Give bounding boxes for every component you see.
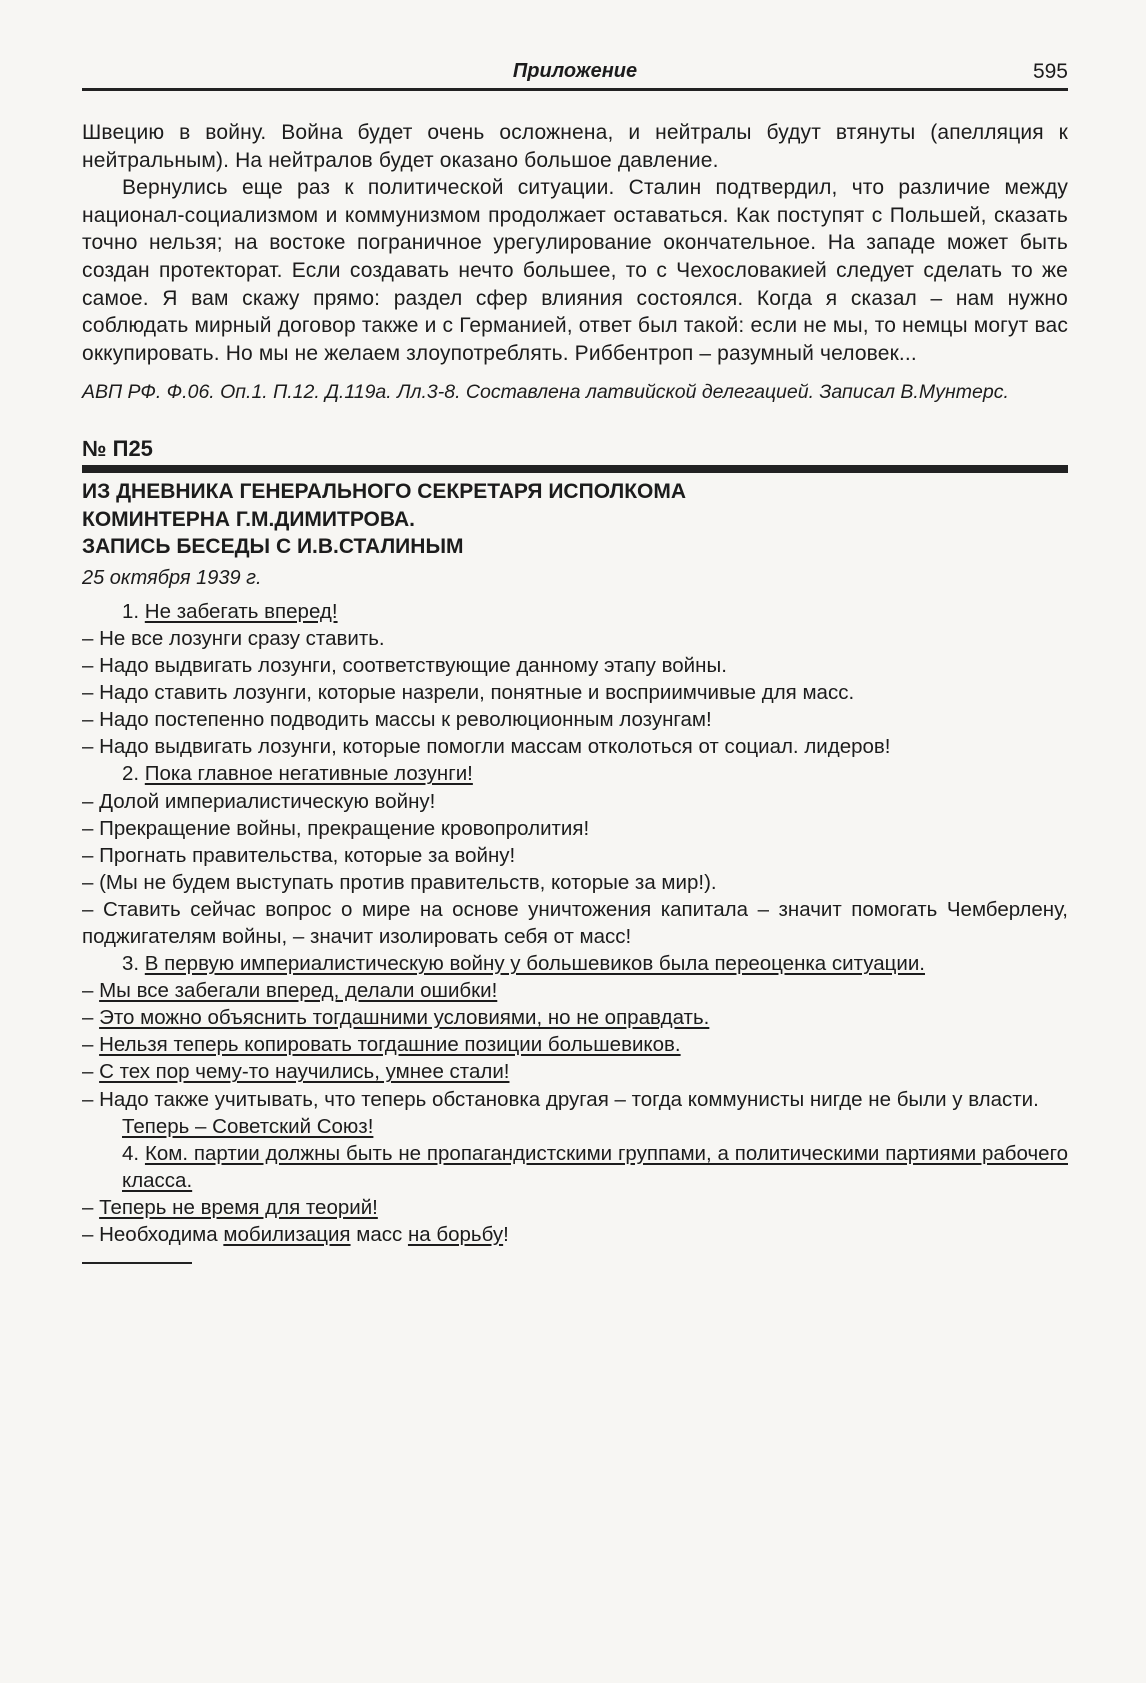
list-item: – С тех пор чему-то научились, умнее стали!	[82, 1060, 510, 1084]
running-head	[82, 58, 1068, 91]
list-item: – Надо также учитывать, что теперь обстановка другая – тогда коммунисты нигде не были у власти.	[82, 1087, 1039, 1111]
list-item: – Необходима мобилизация масс на борьбу!	[82, 1223, 509, 1246]
diary-list	[82, 598, 1068, 1248]
book-page	[82, 58, 1068, 1264]
list-item: – (Мы не будем выступать против правительств, которые за мир!).	[82, 870, 717, 894]
list-item: – Прекращение войны, прекращение кровопролития!	[82, 816, 590, 840]
document-title-line: ИЗ ДНЕВНИКА ГЕНЕРАЛЬНОГО СЕКРЕТАРЯ ИСПОЛКОМА	[82, 480, 687, 504]
page-number: 595	[1032, 60, 1068, 83]
body-text	[82, 119, 1068, 367]
document-title-line: КОМИНТЕРНА Г.М.ДИМИТРОВА.	[82, 507, 416, 531]
source-note: АВП РФ. Ф.06. Оп.1. П.12. Д.119а. Лл.3-8. Составлена латвийской делегацией. Записал В.Мунтерс.	[82, 381, 1009, 404]
list-item: – Не все лозунги сразу ставить.	[82, 626, 385, 650]
paragraph: Вернулись еще раз к политической ситуации. Сталин подтвердил, что различие между национал-социализмом и коммунизмом продолжает оставаться. Как поступят с Польшей, сказать точно нельзя; на востоке пограничное урегулирование окончательное. На западе может быть создан протекторат. Если создавать нечто большее, то с Чехословакией следует сделать то же самое. Я вам скажу прямо: раздел сфер влияния состоялся. Когда я сказал – нам нужно соблюдать мирный договор также и с Германией, ответ был такой: если не мы, то немцы могут вас оккупировать. Но мы не желаем злоупотреблять. Риббентроп – разумный человек...	[82, 176, 1068, 365]
list-item: – Мы все забегали вперед, делали ошибки!	[82, 979, 498, 1003]
list-item: – Нельзя теперь копировать тогдашние позиции большевиков.	[82, 1033, 681, 1057]
list-item: 3. В первую империалистическую войну у большевиков была переоценка ситуации.	[122, 952, 925, 976]
document-number: № П25	[82, 436, 153, 462]
document-title	[82, 478, 1068, 561]
list-item: 1. Не забегать вперед!	[122, 599, 338, 623]
list-item: – Долой империалистическую войну!	[82, 789, 436, 813]
list-item: – Надо выдвигать лозунги, которые помогли массам отколоться от социал. лидеров!	[82, 735, 891, 759]
list-item: Теперь – Советский Союз!	[122, 1114, 374, 1138]
running-head-title: Приложение	[512, 60, 638, 82]
list-item: 4. Ком. партии должны быть не пропагандистскими группами, а политическими партиями рабочего класса.	[122, 1141, 1068, 1192]
paragraph: Швецию в войну. Война будет очень осложнена, и нейтралы будут втянуты (апелляция к нейтральным). На нейтралов будет оказано большое давление.	[82, 121, 1068, 172]
list-item: – Теперь не время для теорий!	[82, 1195, 378, 1219]
footnote-rule	[82, 1262, 192, 1264]
document-rule	[82, 465, 1068, 473]
list-item: 2. Пока главное негативные лозунги!	[122, 762, 473, 786]
list-item: – Надо ставить лозунги, которые назрели, понятные и восприимчивые для масс.	[82, 681, 855, 705]
list-item: – Ставить сейчас вопрос о мире на основе уничтожения капитала – значит помогать Чемберлену, поджигателям войны, – значит изолировать себя от масс!	[82, 897, 1068, 948]
list-item: – Надо выдвигать лозунги, соответствующие данному этапу войны.	[82, 654, 727, 678]
list-item: – Это можно объяснить тогдашними условиями, но не оправдать.	[82, 1006, 710, 1030]
list-item: – Прогнать правительства, которые за войну!	[82, 843, 516, 867]
document-date: 25 октября 1939 г.	[82, 566, 262, 589]
document-title-line: ЗАПИСЬ БЕСЕДЫ С И.В.СТАЛИНЫМ	[82, 535, 464, 559]
list-item: – Надо постепенно подводить массы к революционным лозунгам!	[82, 708, 712, 732]
